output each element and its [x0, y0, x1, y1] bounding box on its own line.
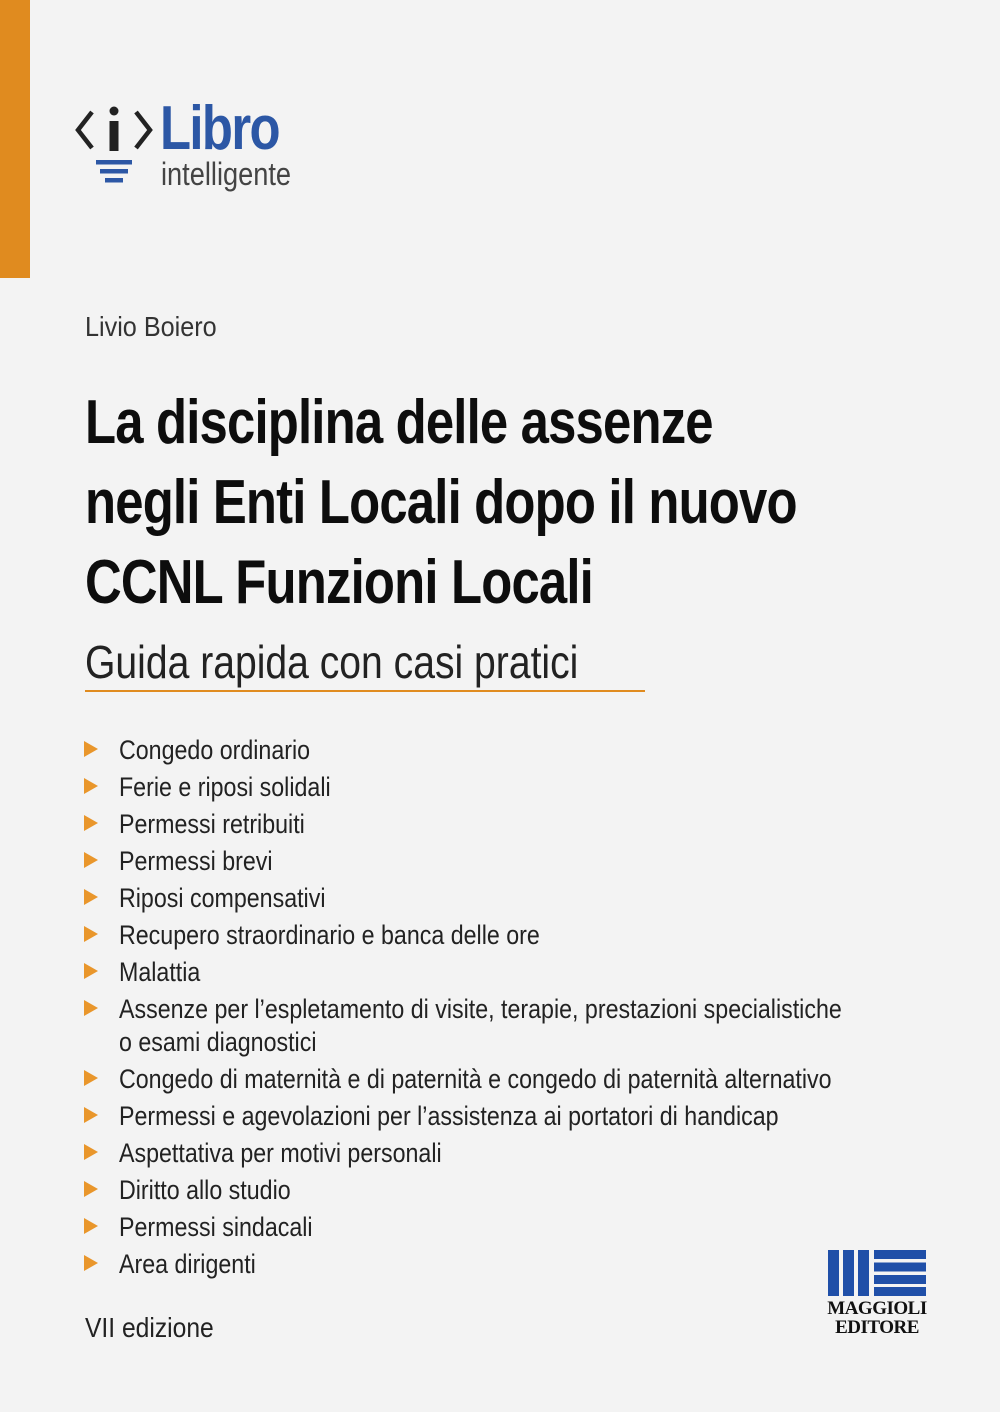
- topic-text: Aspettativa per motivi personali: [119, 1138, 442, 1168]
- topic-text: Area dirigenti: [119, 1249, 256, 1279]
- title-line: La disciplina delle assenze: [85, 388, 713, 457]
- triangle-bullet-icon: [84, 1218, 98, 1234]
- triangle-bullet-icon: [84, 815, 98, 831]
- triangle-bullet-icon: [84, 1070, 98, 1086]
- topic-text: Riposi compensativi: [119, 883, 326, 913]
- list-item: [84, 993, 884, 1063]
- list-item: [84, 1063, 884, 1100]
- topic-text: Ferie e riposi solidali: [119, 772, 331, 802]
- topic-text: Permessi brevi: [119, 846, 273, 876]
- title-line: negli Enti Locali dopo il nuovo: [85, 468, 797, 537]
- triangle-bullet-icon: [84, 1107, 98, 1123]
- publisher-line: MAGGIOLI: [827, 1298, 927, 1319]
- topic-text: Permessi e agevolazioni per l’assistenza ai portatori di handicap: [119, 1101, 779, 1131]
- triangle-bullet-icon: [84, 889, 98, 905]
- book-title: [85, 383, 872, 623]
- triangle-bullet-icon: [84, 852, 98, 868]
- topic-text: Permessi sindacali: [119, 1212, 313, 1242]
- triangle-bullet-icon: [84, 1000, 98, 1016]
- triangle-bullet-icon: [84, 1181, 98, 1197]
- maggioli-editore-logo: [826, 1250, 928, 1340]
- topic-text: Malattia: [119, 957, 201, 987]
- list-item: [84, 1100, 884, 1137]
- edition-label: VII edizione: [85, 1312, 214, 1343]
- list-item: [84, 919, 884, 956]
- publisher-name: [826, 1299, 928, 1337]
- title-line: CCNL Funzioni Locali: [85, 548, 593, 617]
- topic-text: Recupero straordinario e banca delle ore: [119, 920, 540, 950]
- book-subtitle: Guida rapida con casi pratici: [85, 636, 579, 688]
- triangle-bullet-icon: [84, 1144, 98, 1160]
- triangle-bullet-icon: [84, 778, 98, 794]
- maggioli-logo-icon: [828, 1250, 926, 1296]
- list-item: [84, 1174, 884, 1211]
- topic-text: Diritto allo studio: [119, 1175, 291, 1205]
- logo-tagline: intelligente: [161, 156, 292, 192]
- topic-text-continued: o esami diagnostici: [119, 1027, 317, 1057]
- libro-intelligente-logo: [74, 94, 314, 200]
- topic-text: Assenze per l’espletamento di visite, terapie, prestazioni specialistiche: [119, 994, 842, 1024]
- orange-accent-band: [0, 0, 30, 278]
- topic-text: Congedo di maternità e di paternità e congedo di paternità alternativo: [119, 1064, 832, 1094]
- list-item: [84, 1248, 884, 1285]
- publisher-line: EDITORE: [835, 1317, 919, 1338]
- list-item: [84, 956, 884, 993]
- triangle-bullet-icon: [84, 963, 98, 979]
- list-item: [84, 808, 884, 845]
- list-item: [84, 1211, 884, 1248]
- list-item: [84, 771, 884, 808]
- topics-list: [84, 734, 884, 1285]
- topic-text: Permessi retribuiti: [119, 809, 305, 839]
- triangle-bullet-icon: [84, 1255, 98, 1271]
- list-item: [84, 1137, 884, 1174]
- angle-brackets-i-lightbulb-icon: [74, 100, 160, 192]
- list-item: [84, 734, 884, 771]
- author-name: Livio Boiero: [85, 311, 217, 342]
- subtitle-block: [85, 636, 645, 692]
- list-item: [84, 882, 884, 919]
- topic-text: Congedo ordinario: [119, 735, 311, 765]
- triangle-bullet-icon: [84, 741, 98, 757]
- logo-brand-word: Libro: [160, 94, 279, 163]
- triangle-bullet-icon: [84, 926, 98, 942]
- list-item: [84, 845, 884, 882]
